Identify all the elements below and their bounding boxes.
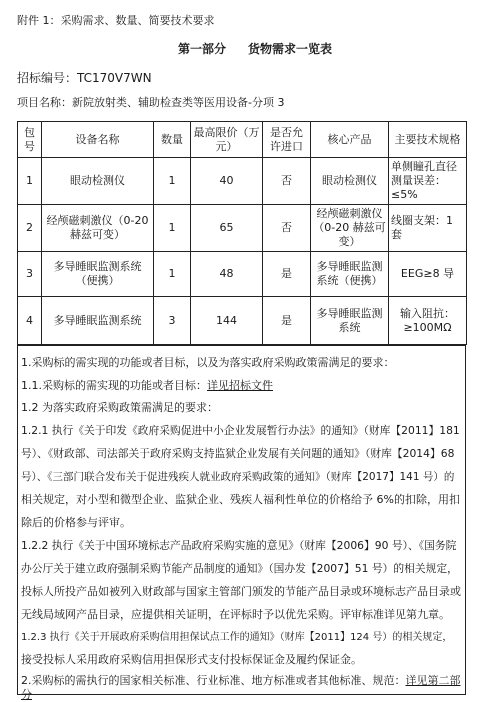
cell-spec: 输入阻抗：≥100MΩ — [389, 297, 467, 345]
req-line: 号）、《财政部、司法部关于政府采购支持监狱企业发展有关问题的通知》（财库【2014】68 — [21, 447, 455, 460]
cell-price: 40 — [191, 158, 263, 205]
cell-spec: 单侧瞳孔直径测量误差：≤5% — [389, 158, 467, 205]
cell-import: 否 — [263, 205, 311, 252]
requirements-box — [17, 345, 466, 701]
table-header-row — [18, 122, 467, 158]
req-line: 投标人所投产品如被列入财政部与国家主管部门颁发的节能产品目录或环境标志产品目录或 — [21, 585, 461, 598]
cell-qty: 3 — [154, 297, 191, 345]
part-title: 第一部分 — [178, 42, 227, 56]
req-line: 1.2.2 执行《关于中国环境标志产品政府采购实施的意见》（财库【2006】90 号）、《国务院 — [21, 539, 457, 552]
cell-name: 眼动检测仪 — [42, 158, 154, 205]
goods-table — [17, 121, 467, 345]
req-line: 1.1.采购标的需实现的功能或者目标：详见招标文件 — [21, 379, 273, 392]
col-header: 最高限价（万元） — [191, 122, 263, 158]
cell-spec: 线圈支架：1 套 — [389, 205, 467, 252]
cell-qty: 1 — [154, 252, 191, 297]
table-row — [18, 252, 467, 297]
req-line: 除后的价格参与评审。 — [21, 516, 131, 529]
req-line: 号）、《三部门联合发布关于促进残疾人就业政府采购政策的通知》（财库【2017】141 号）的 — [21, 471, 455, 483]
table-row — [18, 158, 467, 205]
col-header: 设备名称 — [42, 122, 154, 158]
cell-core: 经颅磁刺激仪（0-20 赫兹可变） — [311, 205, 389, 252]
req-line: 1.2.3 执行《关于开展政府采购信用担保试点工作的通知》（财库【2011】124 号）的相关规定， — [21, 632, 453, 643]
req-line: 无线局域网产品目录，应提供相关证明，在评标时予以优先采购。评审标准详见第九章。 — [21, 608, 450, 621]
cell-spec: EEG≥8 导 — [389, 252, 467, 297]
col-header: 数量 — [154, 122, 191, 158]
req-line: 办公厅关于建立政府强制采购节能产品制度的通知》（国办发【2007】51 号）的相关规定， — [21, 562, 458, 575]
col-header: 主要技术规格 — [389, 122, 467, 158]
cell-no: 4 — [18, 297, 42, 345]
req-line: 1.采购标的需实现的功能或者目标，以及为落实政府采购政策需满足的要求： — [21, 356, 395, 369]
col-header: 核心产品 — [311, 122, 389, 158]
cell-core: 眼动检测仪 — [311, 158, 389, 205]
col-header: 包号 — [18, 122, 42, 158]
attachment-heading: 附件 1：采购需求、数量、简要技术要求 — [17, 14, 215, 27]
list-title: 货物需求一览表 — [248, 42, 333, 56]
see-part-two-link: 详见第二部 — [405, 674, 461, 687]
tender-number: 招标编号：TC170V7WN — [17, 71, 152, 85]
cell-core: 多导睡眠监测系统 — [311, 297, 389, 345]
see-tender-doc-link: 详见招标文件 — [207, 379, 273, 392]
cell-import: 是 — [263, 252, 311, 297]
col-header: 是否允许进口 — [263, 122, 311, 158]
req-line: 1.2.1 执行《关于印发《政府采购促进中小企业发展暂行办法》的通知》（财库【2011】181 — [21, 424, 460, 437]
cell-qty: 1 — [154, 158, 191, 205]
cell-name: 经颅磁刺激仪（0-20 赫兹可变） — [42, 205, 154, 252]
cell-name: 多导睡眠监测系统 — [42, 297, 154, 345]
cell-price: 48 — [191, 252, 263, 297]
cell-import: 否 — [263, 158, 311, 205]
cell-name: 多导睡眠监测系统（便携） — [42, 252, 154, 297]
table-row — [18, 297, 467, 345]
table-row — [18, 205, 467, 252]
cell-price: 144 — [191, 297, 263, 345]
cell-no: 2 — [18, 205, 42, 252]
req-line: 接受投标人采用政府采购信用担保形式支付投标保证金及履约保证金。 — [21, 653, 362, 666]
cell-core: 多导睡眠监测系统（便携） — [311, 252, 389, 297]
req-line: 2.采购标的需执行的国家相关标准、行业标准、地方标准或者其他标准、规范：详见第二部 — [21, 674, 461, 687]
cell-qty: 1 — [154, 205, 191, 252]
cell-import: 是 — [263, 297, 311, 345]
cell-no: 1 — [18, 158, 42, 205]
req-line: 相关规定，对小型和微型企业、监狱企业、残疾人福利性单位的价格给予 6%的扣除，用扣 — [21, 493, 460, 506]
req-line: 分 — [21, 688, 32, 701]
cell-price: 65 — [191, 205, 263, 252]
project-name: 项目名称：新院放射类、辅助检查类等医用设备-分项 3 — [17, 96, 285, 109]
req-line: 1.2 为落实政府采购政策需满足的要求： — [21, 401, 218, 414]
cell-no: 3 — [18, 252, 42, 297]
